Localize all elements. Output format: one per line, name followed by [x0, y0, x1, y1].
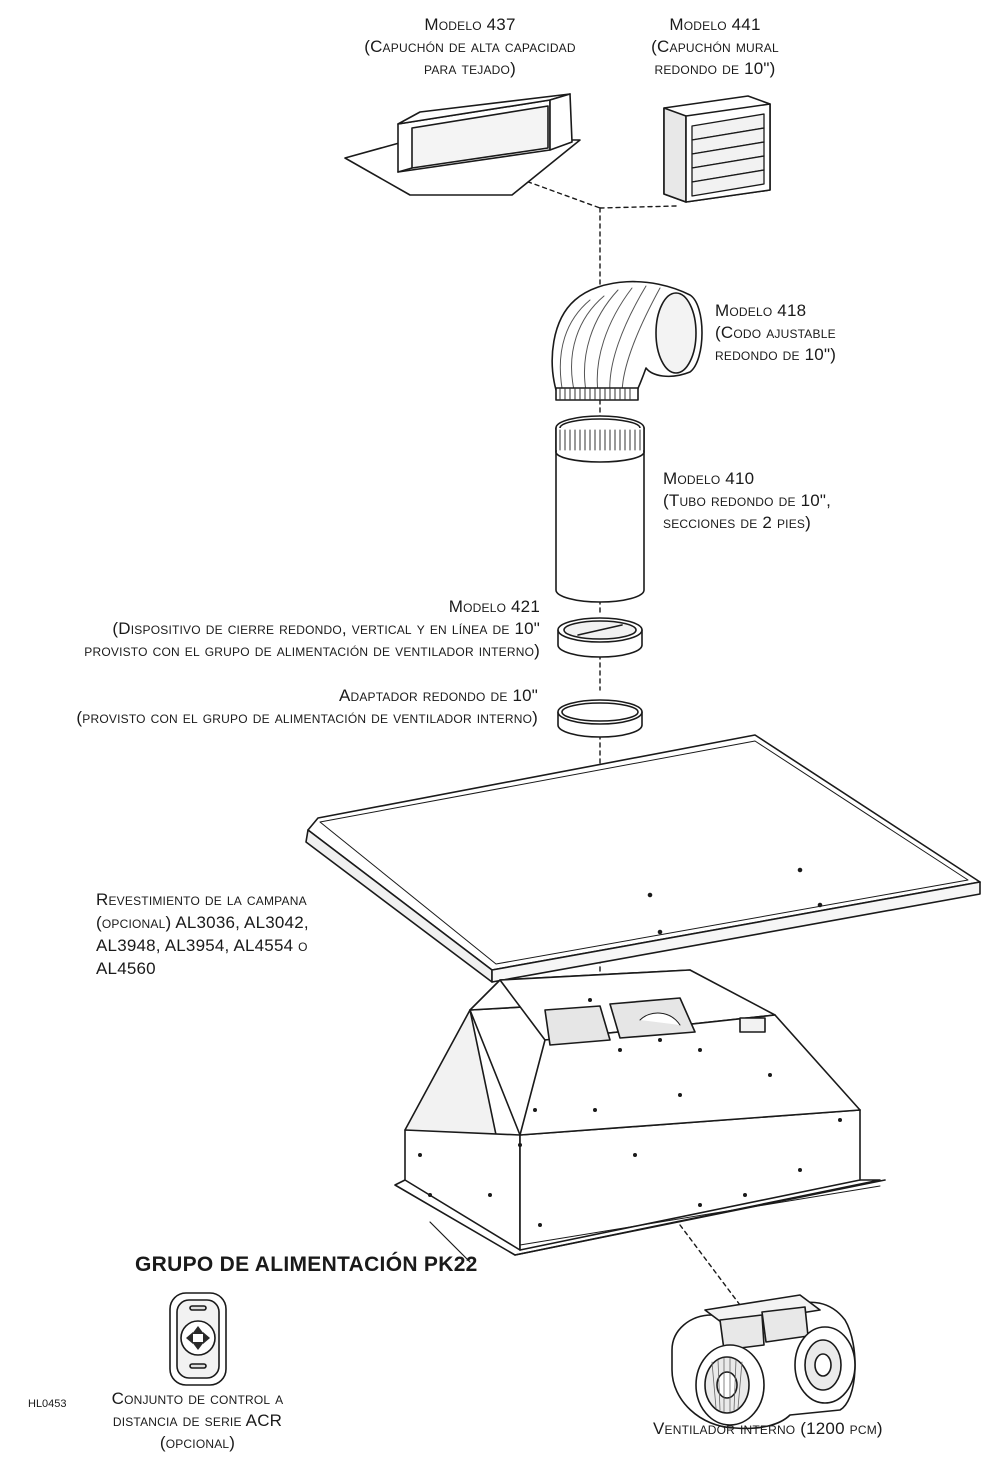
label-model-441-title: Modelo 441 — [669, 15, 761, 34]
label-hood-liner-line3: AL3948, AL3954, AL4554 o — [96, 936, 308, 955]
drawing-code: HL0453 — [28, 1398, 67, 1410]
label-power-pack: GRUPO DE ALIMENTACIÓN PK22 — [135, 1253, 478, 1276]
label-model-441-desc: (Capuchón mural — [651, 37, 779, 56]
label-hood-liner-line4: AL4560 — [96, 959, 156, 978]
damper-model-421 — [558, 618, 642, 657]
label-model-437-desc2: para tejado) — [424, 59, 516, 78]
label-model-418-desc2: redondo de 10") — [715, 345, 837, 364]
label-model-421 — [10, 596, 540, 662]
label-remote-control — [85, 1388, 310, 1454]
label-remote-line3: (opcional) — [159, 1433, 236, 1452]
wall-cap-model-441 — [664, 96, 770, 202]
label-model-418-title: Modelo 418 — [715, 301, 807, 320]
label-model-418-desc: (Codo ajustable — [715, 323, 836, 342]
elbow-model-418 — [552, 282, 702, 400]
label-model-441 — [630, 14, 800, 80]
remote-control — [170, 1293, 226, 1385]
label-model-410-desc2: secciones de 2 pies) — [663, 513, 811, 532]
roof-cap-model-437 — [345, 94, 580, 195]
label-model-410-desc: (Tubo redondo de 10", — [663, 491, 832, 510]
label-adapter — [6, 685, 538, 729]
label-model-421-desc: (Dispositivo de cierre redondo, vertical y en línea de 10" — [112, 619, 540, 638]
adapter-ring — [558, 700, 642, 737]
label-hood-liner — [96, 888, 309, 980]
label-remote-title: Conjunto de control a — [111, 1389, 284, 1408]
label-model-418 — [715, 300, 836, 366]
label-model-410 — [663, 468, 831, 534]
label-adapter-desc: (provisto con el grupo de alimentación de ventilador interno) — [76, 708, 538, 727]
label-model-421-title: Modelo 421 — [448, 597, 540, 616]
label-hood-liner-title: Revestimiento de la campana — [96, 890, 307, 909]
hood-liner — [306, 735, 980, 982]
internal-blower — [672, 1295, 855, 1428]
label-model-437-title: Modelo 437 — [424, 15, 516, 34]
label-internal-blower — [653, 1418, 883, 1440]
label-remote-line2: distancia de serie ACR — [112, 1411, 283, 1430]
label-model-441-desc2: redondo de 10") — [654, 59, 776, 78]
label-hood-liner-line2: (opcional) AL3036, AL3042, — [96, 913, 309, 932]
label-model-437 — [330, 14, 610, 80]
label-internal-blower-text: Ventilador interno (1200 pcm) — [653, 1419, 883, 1438]
label-model-437-desc: (Capuchón de alta capacidad — [364, 37, 576, 56]
label-model-410-title: Modelo 410 — [663, 469, 755, 488]
power-pack-housing — [395, 970, 885, 1255]
label-adapter-title: Adaptador redondo de 10" — [338, 686, 538, 705]
pipe-model-410 — [556, 416, 644, 602]
label-model-421-desc2: provisto con el grupo de alimentación de ventilador interno) — [84, 641, 540, 660]
